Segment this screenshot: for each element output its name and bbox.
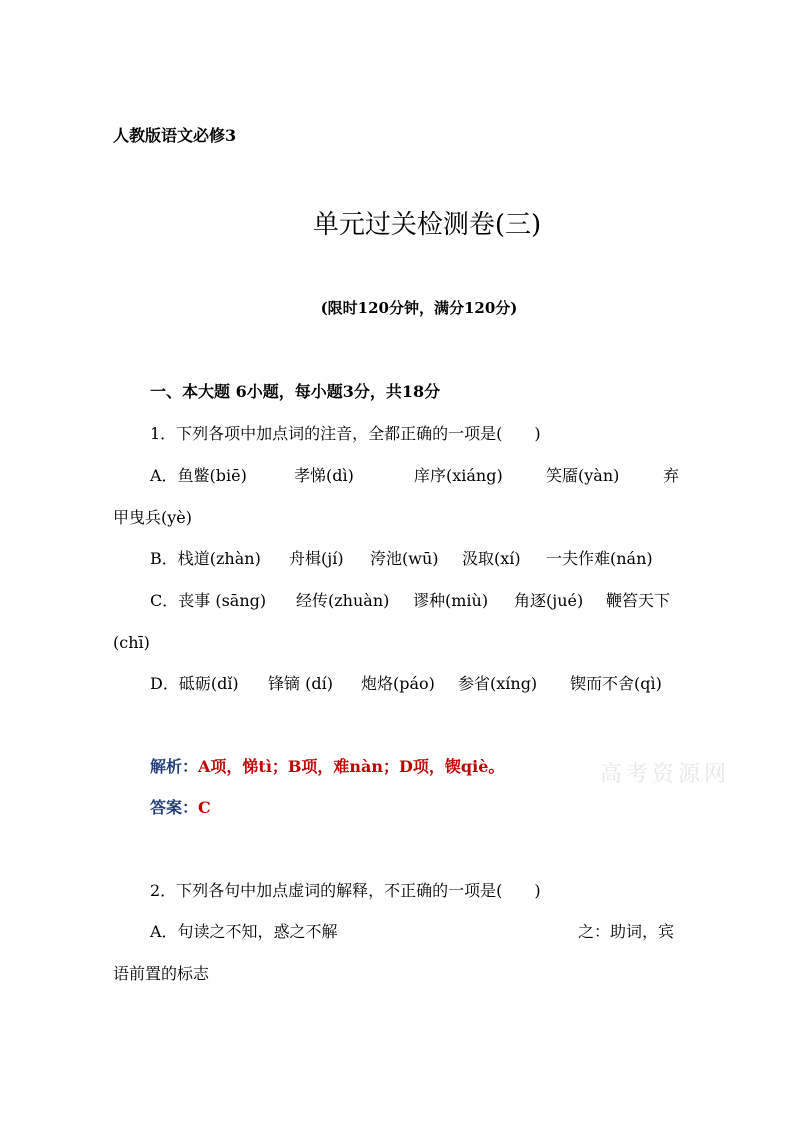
section-heading: 一、本大题 6小题，每小题3分，共18分 — [150, 382, 441, 401]
q1-option-d-item: D．砥砺(dǐ) — [150, 674, 239, 693]
q1-option-c-continued: (chī) — [113, 633, 150, 652]
q1-option-b-item: 洿池(wū) — [370, 549, 439, 568]
q2-option-a-right: 之：助词，宾 — [578, 922, 675, 941]
question-1-stem: 1．下列各项中加点词的注音，全都正确的一项是( ) — [150, 424, 541, 443]
page-subtitle: (限时120分钟，满分120分) — [320, 299, 518, 317]
q2-option-a-continued: 语前置的标志 — [113, 964, 210, 983]
q1-option-a-continued: 甲曳兵(yè) — [113, 508, 192, 527]
analysis-text: A项，悌tì；B项，难nàn；D项，锲qiè。 — [198, 757, 505, 776]
q1-option-b-item: 汲取(xí) — [462, 549, 521, 568]
q1-option-d-item: 锲而不舍(qì) — [570, 674, 662, 693]
answer-label: 答案： — [150, 798, 199, 817]
q1-option-a-item: 庠序(xiáng) — [414, 466, 503, 485]
q1-analysis — [150, 757, 504, 777]
q1-option-c-item: 鞭笞天下 — [606, 591, 671, 610]
document-header: 人教版语文必修3 — [113, 126, 237, 145]
q1-option-b-item: 一夫作难(nán) — [546, 549, 653, 568]
q1-option-a-label: A．鱼鳖(biē) — [150, 466, 247, 485]
q1-option-c-item: C．丧事 (sāng) — [150, 591, 267, 610]
analysis-label: 解析： — [150, 757, 199, 776]
q1-option-a-item: 弃 — [663, 466, 680, 485]
watermark: 高考资源网 — [600, 762, 731, 787]
q1-option-c-item: 谬种(miù) — [413, 591, 489, 610]
q1-option-b-item: 舟楫(jí) — [289, 549, 344, 568]
q1-option-c-item: 角逐(jué) — [514, 591, 584, 610]
q2-option-a-left: A．句读之不知，惑之不解 — [150, 922, 338, 941]
q1-answer — [150, 798, 211, 818]
q1-option-d-item: 参省(xíng) — [458, 674, 538, 693]
page-title: 单元过关检测卷(三) — [312, 210, 542, 240]
q1-option-b-item: B．栈道(zhàn) — [150, 549, 261, 568]
q1-option-d-item: 炮烙(páo) — [361, 674, 435, 693]
q1-option-c-item: 经传(zhuàn) — [296, 591, 390, 610]
q1-option-d-item: 锋镝 (dí) — [268, 674, 333, 693]
question-2-stem: 2．下列各句中加点虚词的解释，不正确的一项是( ) — [150, 881, 541, 900]
q1-option-a-item: 孝悌(dì) — [294, 466, 354, 485]
q1-option-a-item: 笑靥(yàn) — [546, 466, 620, 485]
answer-text: C — [198, 798, 211, 817]
